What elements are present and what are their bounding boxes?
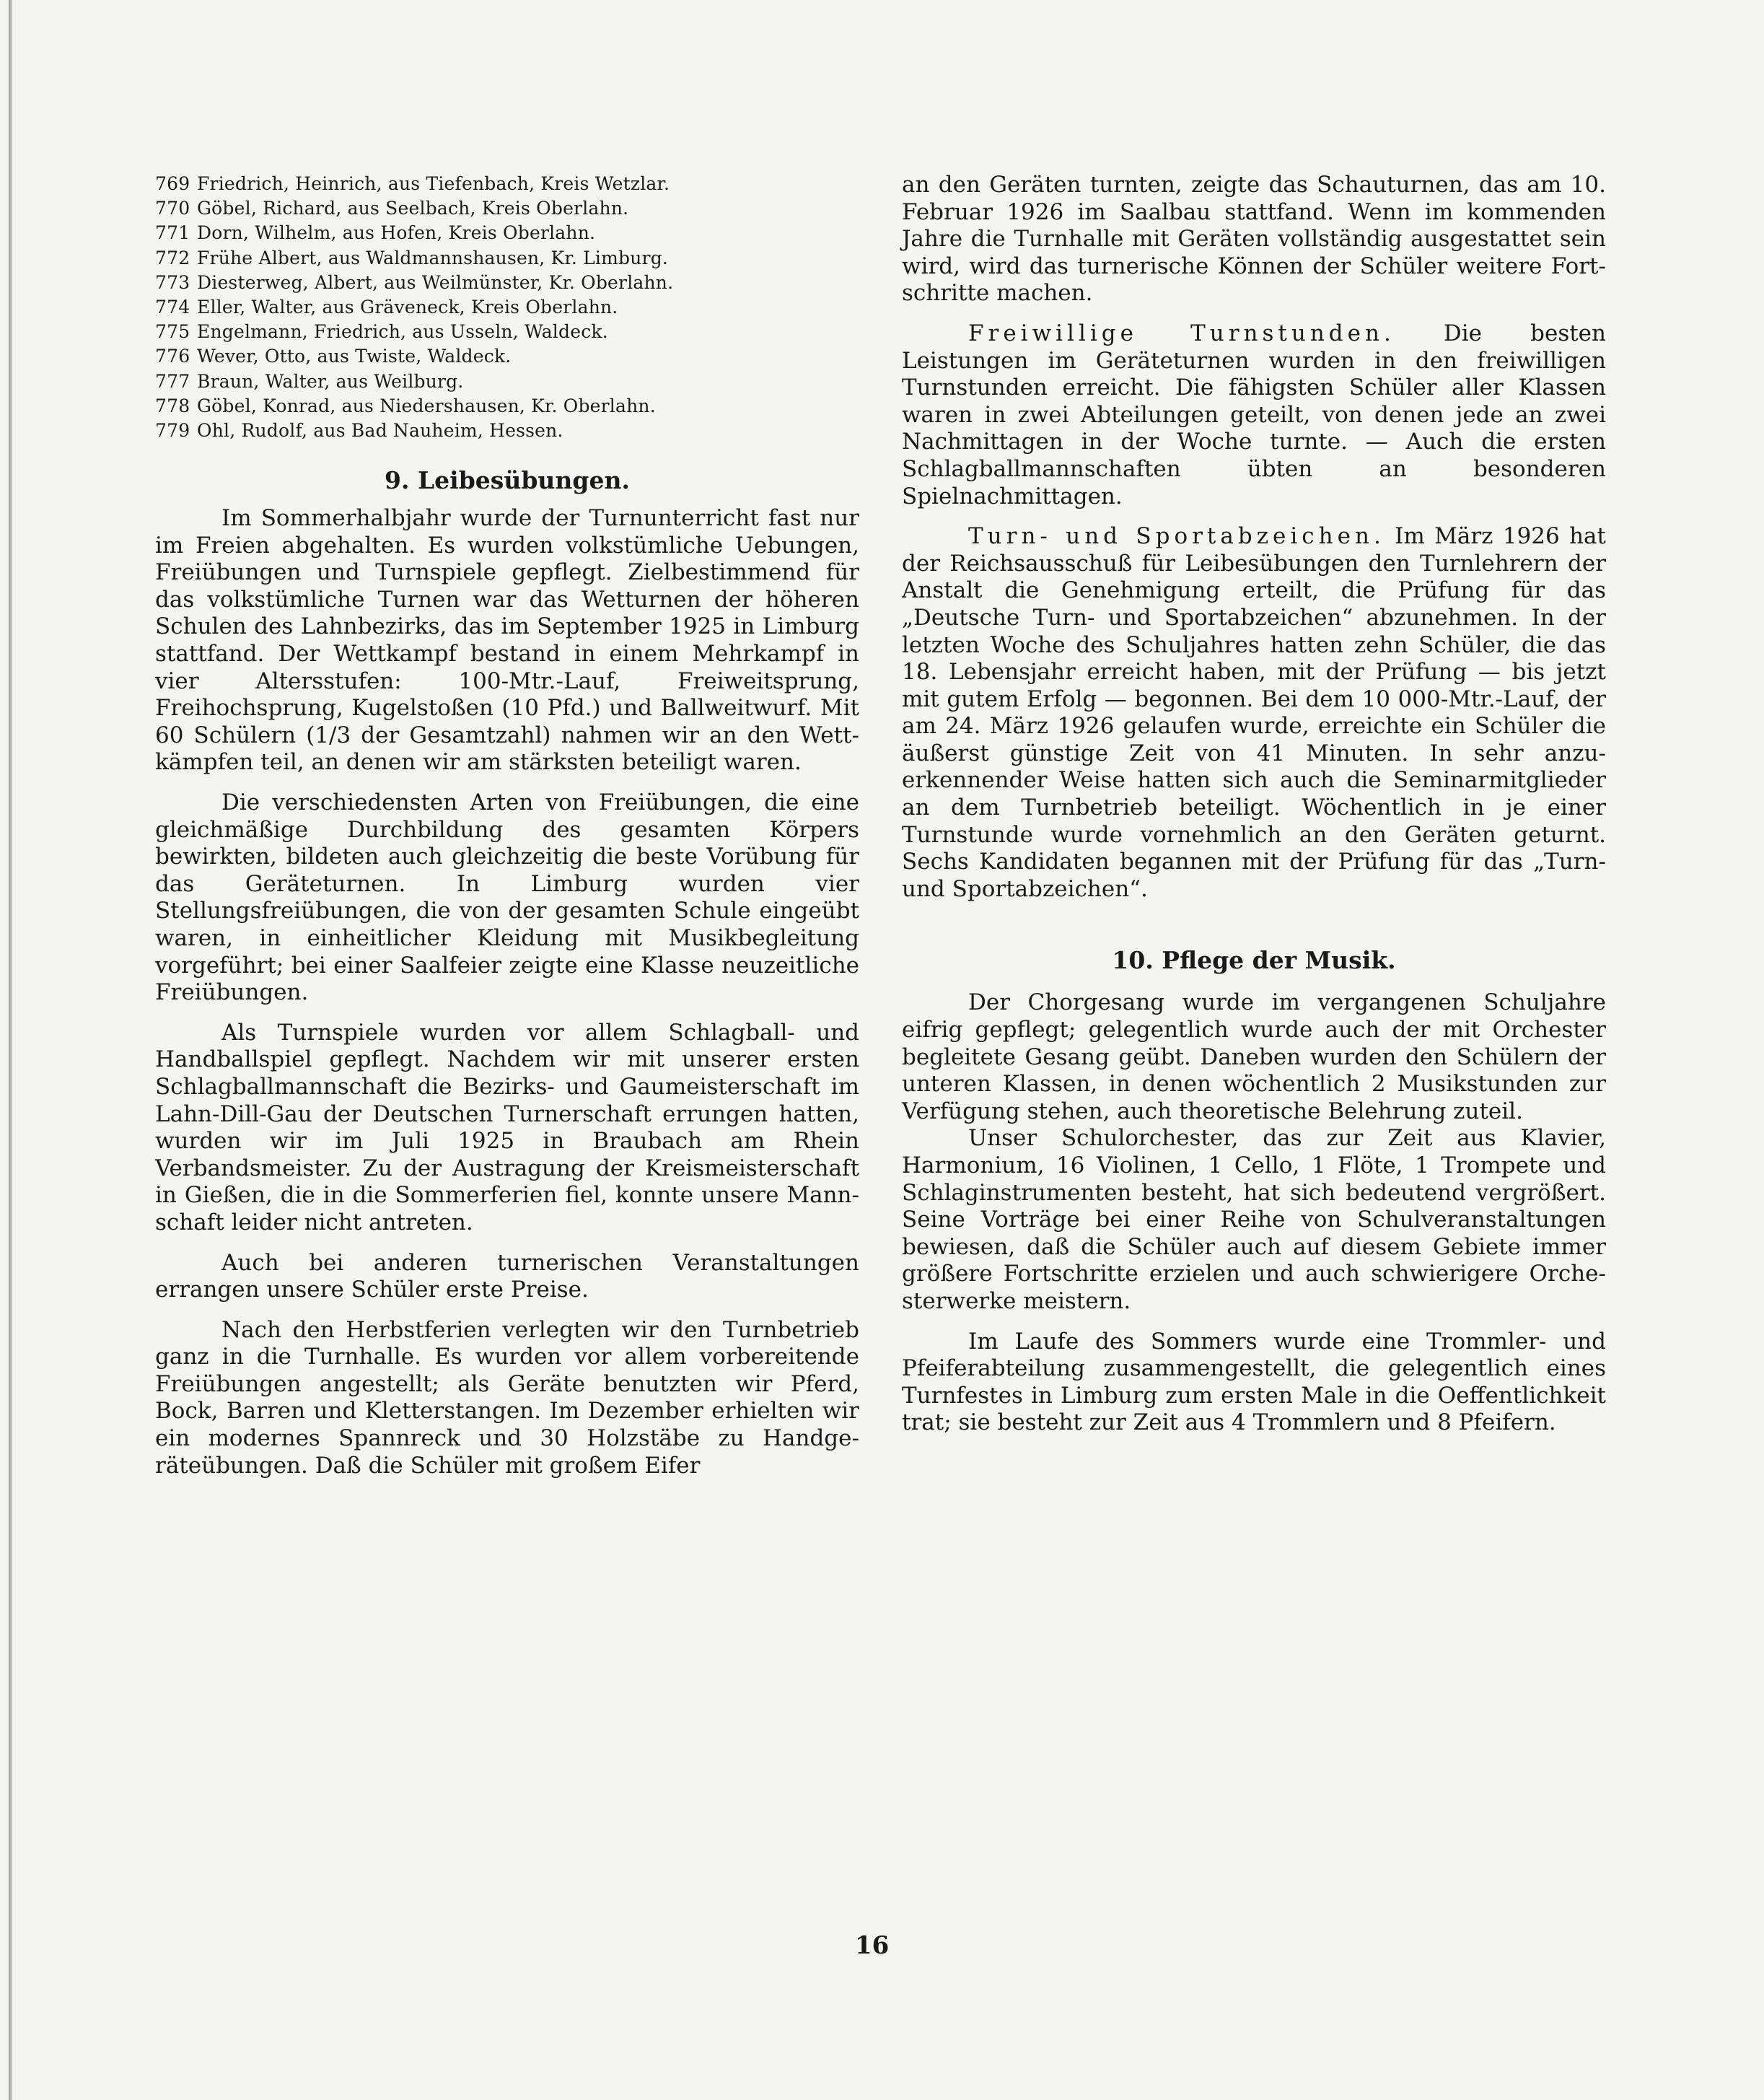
entry-text: Göbel, Konrad, aus Niedershausen, Kr. Oberlahn. — [197, 395, 656, 416]
section-heading-leibesuebungen: 9. Leibesübungen. — [385, 466, 630, 495]
list-item — [155, 221, 859, 245]
section-heading-musik: 10. Pflege der Musik. — [1112, 946, 1396, 975]
entry-number: 774 — [155, 296, 190, 318]
list-item — [155, 419, 859, 443]
paragraph-lead-heading: Turn- und Sportabzeichen. — [968, 523, 1385, 550]
entry-number: 779 — [155, 419, 190, 441]
paragraph: Auch bei anderen turnerischen Veranstaltungen errangen unsere Schüler erste Preise. — [155, 1249, 859, 1303]
student-name-list — [155, 172, 859, 443]
entry-text: Diesterweg, Albert, aus Weilmünster, Kr. Oberlahn. — [197, 271, 674, 293]
list-item — [155, 246, 859, 271]
paragraph: Die verschiedensten Arten von Freiübungen, die eine gleichmäßige Durchbildung des gesamten Körpers bewirkten, bildeten auch gleichzeitig die beste Vorübung für das Geräteturnen. In Limburg wurden vier Stellungsfreiübungen, die von der gesamten Schule eingeübt waren, in einheitlicher Kleidung mit Musikbegleitung vorgeführt; bei einer Saalfeier zeigte eine Klasse neuzeitliche Freiübungen. — [155, 789, 859, 1006]
list-item — [155, 271, 859, 295]
paragraph: Unser Schulorchester, das zur Zeit aus Klavier, Harmonium, 16 Violinen, 1 Cello, 1 Flöte, 1 Trompete und Schlaginstrumenten besteht, hat sich bedeutend vergrößert. Seine Vorträge bei einer Reihe von Schulveranstaltungen bewiesen, daß die Schüler auch auf diesem Gebiete immer größere Fortschritte erzielen und auch schwierigere Orchesterwerke meistern. — [902, 1125, 1606, 1314]
right-column — [902, 172, 1606, 1437]
list-item — [155, 172, 859, 196]
list-item — [155, 320, 859, 344]
paragraph: Der Chorgesang wurde im vergangenen Schuljahre eifrig gepflegt; gelegentlich wurde auch der mit Orchester begleitete Gesang geübt. Daneben wurden den Schülern der unteren Klassen, in denen wöchentlich 2 Musikstunden zur Verfügung stehen, auch theoretische Belehrung zuteil. — [902, 989, 1606, 1124]
entry-text: Dorn, Wilhelm, aus Hofen, Kreis Oberlahn. — [197, 222, 596, 244]
paragraph: Im Laufe des Sommers wurde eine Trommler- und Pfeiferabteilung zusammengestellt, die gelegentlich eines Turnfestes in Limburg zum ersten Male in die Oeffentlichkeit trat; sie besteht zur Zeit aus 4 Trommlern und 8 Pfeifern. — [902, 1328, 1606, 1436]
entry-number: 770 — [155, 198, 190, 219]
entry-number: 775 — [155, 321, 190, 343]
paragraph-lead-heading: Freiwillige Turnstunden. — [968, 320, 1395, 346]
list-item — [155, 344, 859, 369]
paragraph — [902, 320, 1606, 510]
entry-text: Friedrich, Heinrich, aus Tiefenbach, Kreis Wetzlar. — [197, 173, 670, 194]
paragraph-text: Im März 1926 hat der Reichsausschuß für Leibesübungen den Turnlehrern der Anstalt die Genehmigung erteilt, die Prüfung für das „Deutsche Turn- und Sportabzeichen“ abzunehmen. In der letzten Woche des Schuljahres hatten zehn Schüler, die das 18. Lebensjahr erreicht haben, mit der Prüfung — bis jetzt mit gutem Erfolg — begonnen. Bei dem 10 000-Mtr.-Lauf, der am 24. März 1926 gelaufen wurde, erreichte ein Schüler die äußerst günstige Zeit von 41 Minuten. In sehr anzuerkennender Weise hatten sich auch die Seminarmitglieder an dem Turnbetrieb beteiligt. Wöchentlich in je einer Turnstunde wurde vornehmlich an den Geräten geturnt. Sechs Kandidaten begannen mit der Prüfung für das „Turn- und Sportabzeichen“. — [902, 523, 1606, 902]
list-item — [155, 369, 859, 394]
paragraph — [902, 172, 1606, 307]
entry-number: 772 — [155, 247, 190, 268]
entry-text: Engelmann, Friedrich, aus Usseln, Waldeck. — [197, 321, 608, 343]
entry-number: 777 — [155, 370, 190, 392]
entry-text: Braun, Walter, aus Weilburg. — [197, 370, 464, 392]
paragraph-text: Die besten Leistungen im Geräteturnen wurden in den freiwilligen Turnstunden erreicht. Die fähigsten Schüler aller Klassen waren in zwei Abteilungen geteilt, von denen jede an zwei Nachmittagen in der Woche turnte. — Auch die ersten Schlagballmannschaften übten an besonderen Spielnachmittagen. — [902, 320, 1606, 509]
entry-number: 773 — [155, 271, 190, 293]
entry-number: 771 — [155, 222, 190, 244]
entry-number: 769 — [155, 173, 190, 194]
page-number: 16 — [855, 1931, 890, 1960]
left-column — [155, 172, 859, 1479]
binding-edge — [9, 0, 12, 2100]
entry-text: Ohl, Rudolf, aus Bad Nauheim, Hessen. — [197, 419, 563, 441]
paragraph: Als Turnspiele wurden vor allem Schlagball- und Handballspiel gepflegt. Nachdem wir mit unserer ersten Schlagballmannschaft die Bezirks- und Gaumeisterschaft im Lahn-Dill-Gau der Deutschen Turnerschaft errungen hatten, wurden wir im Juli 1925 in Braubach am Rhein Verbandsmeister. Zu der Austragung der Kreismeisterschaft in Gießen, die in die Sommerferien fiel, konnte unsere Mannschaft leider nicht antreten. — [155, 1019, 859, 1235]
list-item — [155, 196, 859, 221]
entry-text: Eller, Walter, aus Gräveneck, Kreis Oberlahn. — [197, 296, 618, 318]
entry-text: Wever, Otto, aus Twiste, Waldeck. — [197, 346, 512, 367]
entry-text: Göbel, Richard, aus Seelbach, Kreis Oberlahn. — [197, 198, 629, 219]
list-item — [155, 394, 859, 419]
entry-number: 776 — [155, 346, 190, 367]
paragraph-text: an den Geräten turnten, zeigte das Schauturnen, das am 10. Februar 1926 im Saalbau stattfand. Wenn im kommenden Jahre die Turnhalle mit Geräten vollständig ausgestattet sein wird, wird das turnerische Können der Schüler weitere Fortschritte machen. — [902, 172, 1606, 307]
entry-number: 778 — [155, 395, 190, 416]
paragraph: Im Sommerhalbjahr wurde der Turnunterricht fast nur im Freien abgehalten. Es wurden volkstümliche Uebungen, Freiübungen und Turnspiele gepflegt. Zielbestimmend für das volkstümliche Turnen war das Wetturnen der höheren Schulen des Lahnbezirks, das im September 1925 in Limburg stattfand. Der Wettkampf bestand in einem Mehrkampf in vier Altersstufen: 100-Mtr.-Lauf, Freiweitsprung, Freihochsprung, Kugelstoßen (10 Pfd.) und Ballweitwurf. Mit 60 Schülern (1/3 der Gesamtzahl) nahmen wir an den Wettkämpfen teil, an denen wir am stärksten beteiligt waren. — [155, 505, 859, 776]
entry-text: Frühe Albert, aus Waldmannshausen, Kr. Limburg. — [197, 247, 669, 268]
paragraph: Nach den Herbstferien verlegten wir den Turnbetrieb ganz in die Turnhalle. Es wurden vor allem vorbereitende Freiübungen angestellt; als Geräte benutzten wir Pferd, Bock, Barren und Kletterstangen. Im Dezember erhielten wir ein modernes Spannreck und 30 Holzstäbe zu Handgeräteübungen. Daß die Schüler mit großem Eifer — [155, 1316, 859, 1479]
list-item — [155, 295, 859, 320]
paragraph — [902, 523, 1606, 903]
